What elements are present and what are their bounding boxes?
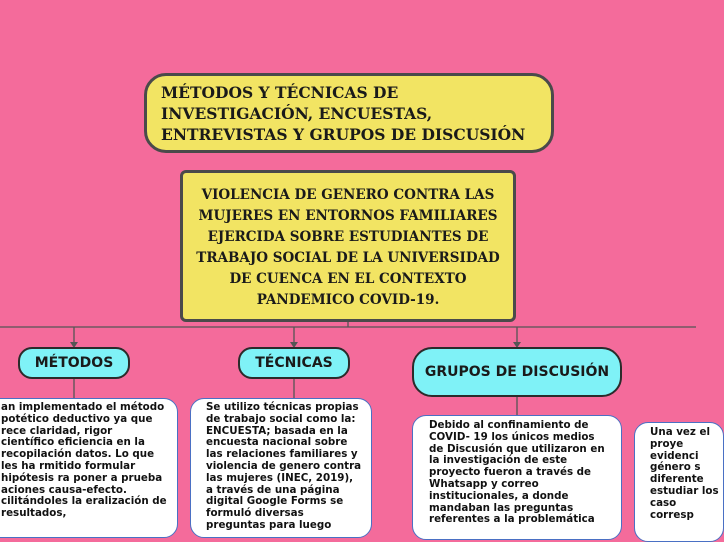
leaf-text-metodos: an implementado el método potético deductivo ya que rece claridad, rigor científico eficiencia en la recopilación datos. Lo que les ha rmitido formular hipótesis ra poner a prueba aciones causa-efecto. cilitándoles la eralización de resultados, [1,401,167,520]
title-text: MÉTODOS Y TÉCNICAS DE INVESTIGACIÓN, ENCUESTAS, ENTREVISTAS Y GRUPOS DE DISCUSIÓN [161,83,526,144]
leaf-text-grupos: Debido al confinamiento de COVID- 19 los únicos medios de Discusión que utilizaron en la investigación de este proyecto fueron a través de Whatsapp y correo institucionales, a donde mandaban las preguntas referentes a la problemática [429,419,605,526]
leaf-text-tecnicas: Se utilizo técnicas propias de trabajo social como la: ENCUESTA; basada en la encuesta nacional sobre las relaciones familiares y violencia de genero contra las mujeres (INEC, 2019), a través de una página digital Google Forms se formuló diversas preguntas para luego [206,401,362,531]
main-topic-node[interactable] [180,170,516,322]
branch-label-tecnicas: TÉCNICAS [255,355,333,371]
branch-node-tecnicas[interactable] [238,347,350,379]
leaf-node-tecnicas[interactable] [190,398,372,538]
leaf-text-partial: Una vez el proye evidenci género s diferente estudiar los caso corresp [650,426,719,521]
branch-node-grupos[interactable] [412,347,622,397]
title-node[interactable] [144,73,554,153]
leaf-node-partial[interactable] [634,422,724,542]
main-topic-text: VIOLENCIA DE GENERO CONTRA LAS MUJERES EN ENTORNOS FAMILIARES EJERCIDA SOBRE ESTUDIANTES DE TRABAJO SOCIAL DE LA UNIVERSIDAD DE CUENCA EN EL CONTEXTO PANDEMICO COVID-19. [196,187,500,308]
branch-label-grupos: GRUPOS DE DISCUSIÓN [424,364,610,380]
leaf-node-metodos[interactable] [0,398,178,538]
branch-label-metodos: MÉTODOS [34,355,114,371]
branch-node-metodos[interactable] [18,347,130,379]
leaf-node-grupos[interactable] [412,415,622,540]
